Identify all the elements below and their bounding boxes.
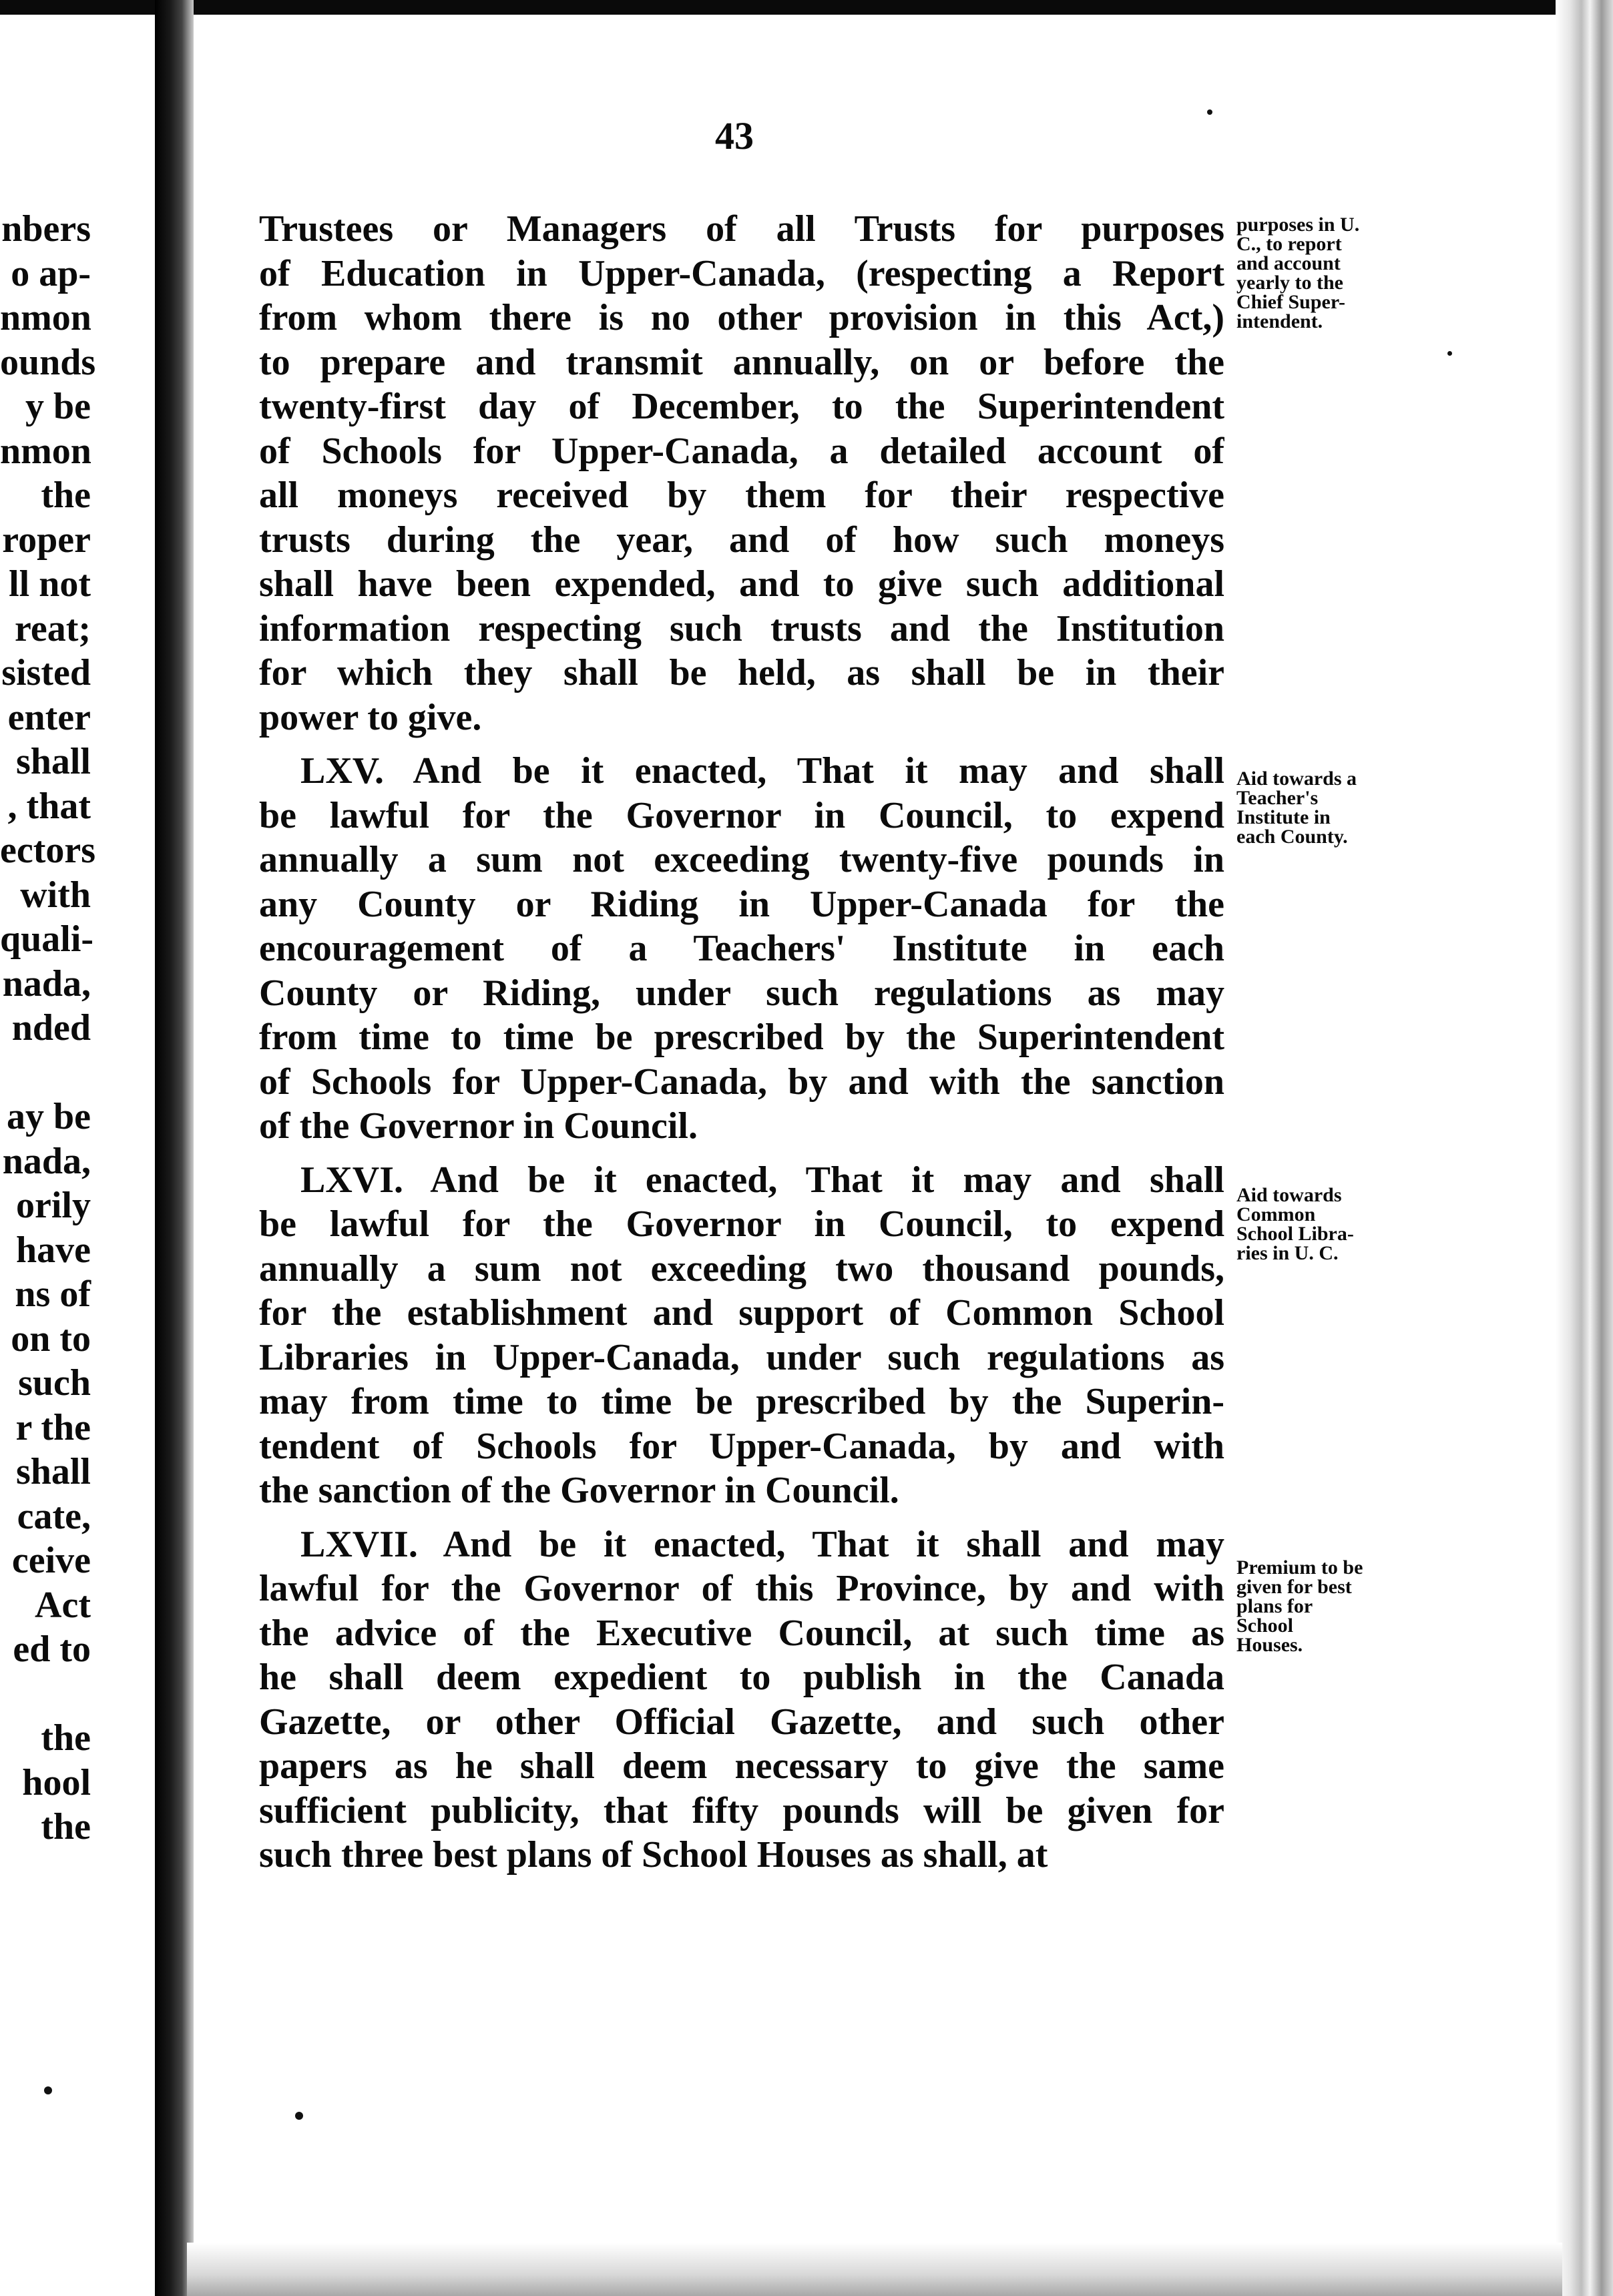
- fragment-line: have: [16, 1229, 91, 1271]
- text-line: from whom there is no other provision in this Act,): [259, 297, 1224, 338]
- margin-note-line: each County.: [1236, 826, 1348, 848]
- fragment-line: ounds: [0, 341, 96, 383]
- fragment-line: cate,: [17, 1495, 91, 1537]
- fragment-line: ceive: [11, 1540, 91, 1581]
- text-line: papers as he shall deem necessary to give the same: [259, 1745, 1224, 1787]
- margin-note-line: C., to report: [1236, 233, 1342, 255]
- page-body: [259, 207, 1224, 1887]
- text-line: of the Governor in Council.: [259, 1105, 698, 1147]
- text-line: sufficient publicity, that fifty pounds will be given for: [259, 1789, 1224, 1831]
- text-line: for which they shall be held, as shall be in their: [259, 652, 1224, 693]
- text-line: for the establishment and support of Common School: [259, 1292, 1224, 1334]
- margin-note-trusts-report: [1236, 215, 1410, 331]
- fragment-line: the: [41, 1806, 91, 1847]
- page-edge-bottom: [187, 2243, 1562, 2296]
- margin-note-line: purposes in U.: [1236, 214, 1360, 236]
- fragment-line: on to: [11, 1318, 91, 1360]
- fragment-line: quali-: [0, 918, 94, 960]
- fragment-line: o ap-: [11, 252, 91, 294]
- margin-note-line: plans for: [1236, 1595, 1313, 1617]
- margin-note-line: School Libra-: [1236, 1223, 1354, 1245]
- ink-speck: [295, 2112, 303, 2120]
- margin-note-line: and account: [1236, 252, 1341, 274]
- margin-note-line: Premium to be: [1236, 1556, 1363, 1579]
- margin-note-school-house-premium: [1236, 1558, 1410, 1655]
- text-line: may from time to time be prescribed by the Superin-: [259, 1381, 1224, 1422]
- fragment-line: y be: [25, 386, 91, 427]
- text-line: be lawful for the Governor in Council, to expend: [259, 1203, 1224, 1245]
- ink-speck: [1447, 351, 1452, 356]
- text-line: twenty-first day of December, to the Superintendent: [259, 386, 1224, 427]
- text-line: annually a sum not exceeding twenty-five pounds in: [259, 839, 1224, 880]
- text-line: of Schools for Upper-Canada, by and with the sanction: [259, 1061, 1224, 1103]
- fragment-line: reat;: [15, 607, 91, 649]
- text-line: tendent of Schools for Upper-Canada, by and with: [259, 1425, 1224, 1467]
- ink-speck: [44, 2086, 52, 2094]
- margin-note-line: ries in U. C.: [1236, 1242, 1339, 1264]
- margin-note-line: School: [1236, 1615, 1294, 1637]
- fragment-line: hool: [22, 1761, 91, 1803]
- fragment-line: Act: [35, 1584, 91, 1626]
- text-line: trusts during the year, and of how such moneys: [259, 519, 1224, 561]
- fragment-line: shall: [15, 1451, 91, 1492]
- text-line: any County or Riding in Upper-Canada for the: [259, 883, 1224, 925]
- fragment-line: nded: [11, 1007, 91, 1049]
- margin-note-line: Aid towards a: [1236, 768, 1357, 790]
- fragment-line: the: [41, 475, 91, 516]
- text-line: LXVII. And be it enacted, That it shall and may: [300, 1523, 1224, 1565]
- text-line: from time to time be prescribed by the Superintendent: [259, 1017, 1224, 1058]
- binding-gutter: [155, 0, 194, 2296]
- fragment-line: nmon: [0, 430, 91, 472]
- top-edge-shadow: [0, 0, 1613, 15]
- fragment-line: ay be: [7, 1096, 91, 1137]
- fragment-line: , that: [7, 785, 91, 827]
- margin-note-line: Teacher's: [1236, 787, 1319, 809]
- fragment-line: orily: [16, 1185, 91, 1226]
- fragment-line: the: [41, 1717, 91, 1759]
- text-line: lawful for the Governor of this Province, by and with: [259, 1568, 1224, 1609]
- paragraph: [259, 207, 1224, 740]
- fragment-line: [0, 1672, 155, 1717]
- fragment-line: enter: [7, 696, 91, 738]
- margin-note-line: given for best: [1236, 1576, 1352, 1598]
- fragment-line: shall: [15, 741, 91, 782]
- margin-note-line: Chief Super-: [1236, 291, 1346, 313]
- text-line: all moneys received by them for their respective: [259, 475, 1224, 516]
- text-line: be lawful for the Governor in Council, to expend: [259, 794, 1224, 836]
- fragment-line: sisted: [1, 652, 91, 693]
- paragraph: [259, 1522, 1224, 1878]
- text-line: of Schools for Upper-Canada, a detailed account of: [259, 430, 1224, 472]
- fragment-line: ns of: [15, 1273, 91, 1315]
- text-line: LXVI. And be it enacted, That it may and shall: [300, 1159, 1224, 1201]
- margin-note-school-libraries: [1236, 1185, 1410, 1263]
- text-line: Libraries in Upper-Canada, under such regulations as: [259, 1336, 1224, 1378]
- text-line: of Education in Upper-Canada, (respecting a Report: [259, 252, 1224, 294]
- text-line: County or Riding, under such regulations as may: [259, 972, 1224, 1014]
- text-line: power to give.: [259, 696, 482, 738]
- fragment-line: roper: [2, 519, 91, 561]
- text-line: information respecting such trusts and the Institution: [259, 607, 1224, 649]
- fragment-line: nada,: [2, 962, 91, 1005]
- fragment-line: such: [18, 1362, 91, 1404]
- margin-note-line: Aid towards: [1236, 1184, 1342, 1206]
- text-line: to prepare and transmit annually, on or before the: [259, 341, 1224, 383]
- text-line: he shall deem expedient to publish in the Canada: [259, 1657, 1224, 1698]
- facing-page-fragment: [0, 207, 155, 1849]
- fragment-line: nada,: [2, 1140, 91, 1182]
- margin-note-line: Houses.: [1236, 1634, 1303, 1656]
- page-edge-right: [1556, 0, 1613, 2296]
- text-line: annually a sum not exceeding two thousand pounds,: [259, 1247, 1224, 1289]
- fragment-line: r the: [15, 1406, 91, 1448]
- margin-note-line: intendent.: [1236, 310, 1323, 332]
- fragment-line: [0, 1051, 155, 1095]
- margin-note-teachers-institute: [1236, 769, 1410, 846]
- fragment-line: ectors: [0, 830, 96, 871]
- fragment-line: ll not: [9, 563, 91, 605]
- margin-note-line: yearly to the: [1236, 272, 1343, 294]
- margin-note-line: Institute in: [1236, 806, 1331, 828]
- text-line: the advice of the Executive Council, at such time as: [259, 1612, 1224, 1654]
- text-line: Trustees or Managers of all Trusts for purposes: [259, 208, 1224, 250]
- text-line: LXV. And be it enacted, That it may and shall: [300, 750, 1224, 792]
- fragment-line: nmon: [0, 297, 91, 338]
- ink-speck: [1207, 109, 1212, 115]
- text-line: such three best plans of School Houses as shall, at: [259, 1834, 1048, 1876]
- text-line: shall have been expended, and to give such additional: [259, 563, 1224, 605]
- text-line: Gazette, or other Official Gazette, and such other: [259, 1701, 1224, 1743]
- paragraph: [259, 749, 1224, 1149]
- fragment-line: nbers: [1, 208, 91, 250]
- page-number: 43: [715, 114, 754, 158]
- fragment-line: ed to: [13, 1629, 91, 1670]
- text-line: encouragement of a Teachers' Institute in each: [259, 928, 1224, 969]
- text-line: the sanction of the Governor in Council.: [259, 1470, 899, 1511]
- paragraph: [259, 1158, 1224, 1513]
- fragment-line: with: [20, 874, 91, 916]
- margin-note-line: Common: [1236, 1203, 1316, 1225]
